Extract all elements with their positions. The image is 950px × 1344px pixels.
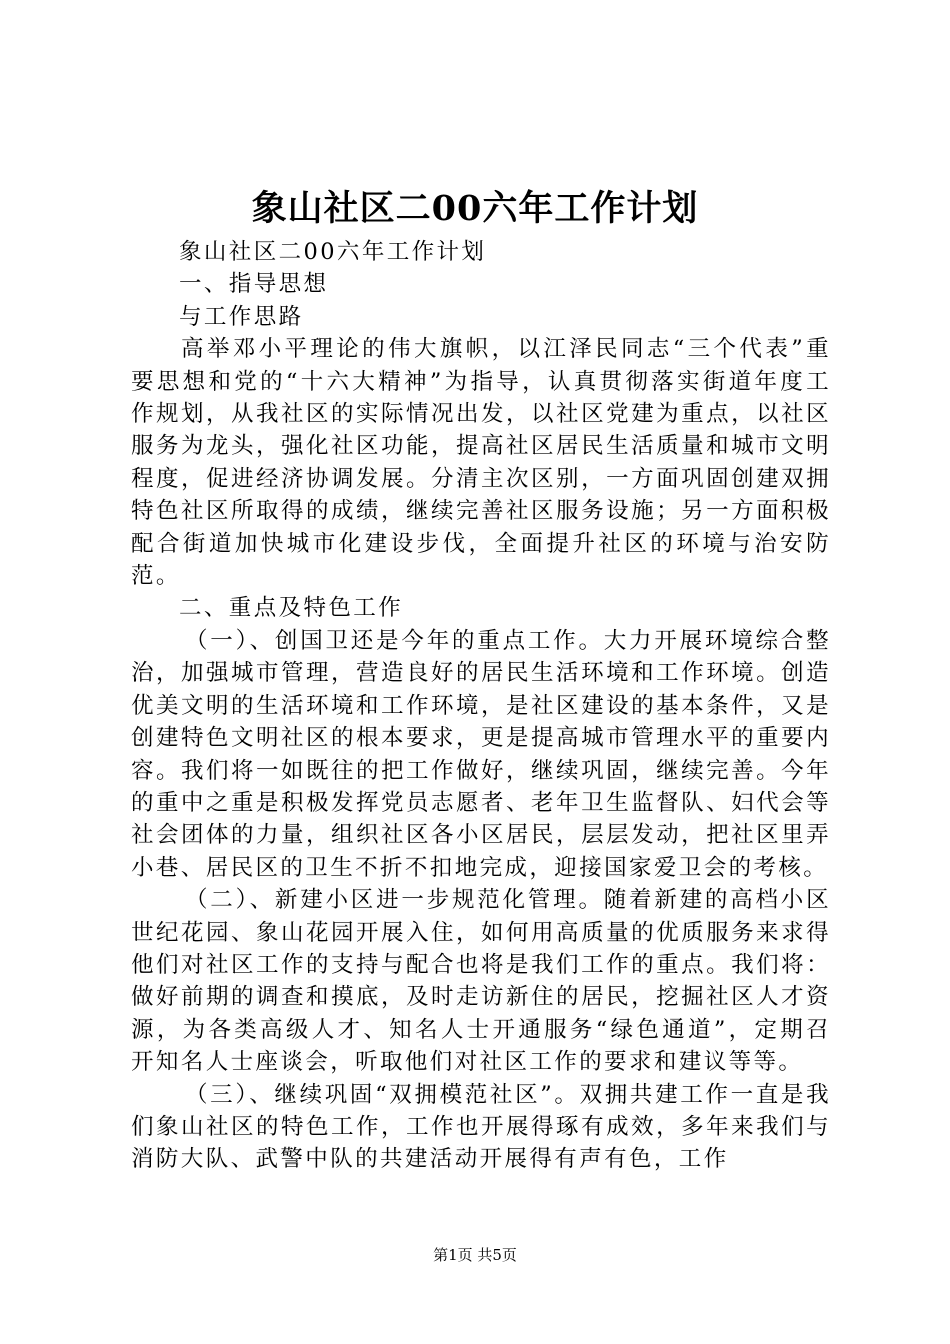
section-2-heading: 二、重点及特色工作 <box>179 595 404 622</box>
section-2-item-3: （三）、继续巩固“双拥模范社区”。双拥共建工作一直是我们象山社区的特色工作，工作也开展得琢有成效，多年来我们与消防大队、武警中队的共建活动开展得有声有色，工作 <box>131 1081 831 1173</box>
document-body <box>131 236 831 1176</box>
section-1-heading: 一、指导思想 <box>179 271 329 298</box>
section-2-item-1: （一）、创国卫还是今年的重点工作。大力开展环境综合整治，加强城市管理，营造良好的居民生活环境和工作环境。创造优美文明的生活环境和工作环境，是社区建设的基本条件，又是创建特色文明社区的根本要求，更是提高城市管理水平的重要内容。我们将一如既往的把工作做好，继续巩固，继续完善。今年的重中之重是积极发挥党员志愿者、老年卫生监督队、妇代会等社会团体的力量，组织社区各小区居民，层层发动，把社区里弄小巷、居民区的卫生不折不扣地完成，迎接国家爱卫会的考核。 <box>131 627 831 881</box>
section-2-item-2: （二）、新建小区进一步规范化管理。随着新建的高档小区世纪花园、象山花园开展入住，如何用高质量的优质服务来求得他们对社区工作的支持与配合也将是我们工作的重点。我们将：做好前期的调查和摸底，及时走访新住的居民，挖掘社区人才资源，为各类高级人才、知名人士开通服务“绿色通道”，定期召开知名人士座谈会，听取他们对社区工作的要求和建议等等。 <box>131 887 831 1076</box>
document-subtitle: 象山社区二00六年工作计划 <box>179 239 487 265</box>
document-title: 象山社区二00六年工作计划 <box>251 188 699 229</box>
page-number-footer: 第1页 共5页 <box>433 1246 517 1264</box>
section-1-subheading: 与工作思路 <box>179 303 304 330</box>
section-1-paragraph: 高举邓小平理论的伟大旗帜，以江泽民同志“三个代表”重要思想和党的“十六大精神”为指导，认真贯彻落实街道年度工作规划，从我社区的实际情况出发，以社区党建为重点，以社区服务为龙头，强化社区功能，提高社区居民生活质量和城市文明程度，促进经济协调发展。分清主次区别，一方面巩固创建双拥特色社区所取得的成绩，继续完善社区服务设施；另一方面积极配合街道加快城市化建设步伐，全面提升社区的环境与治安防范。 <box>131 336 831 590</box>
